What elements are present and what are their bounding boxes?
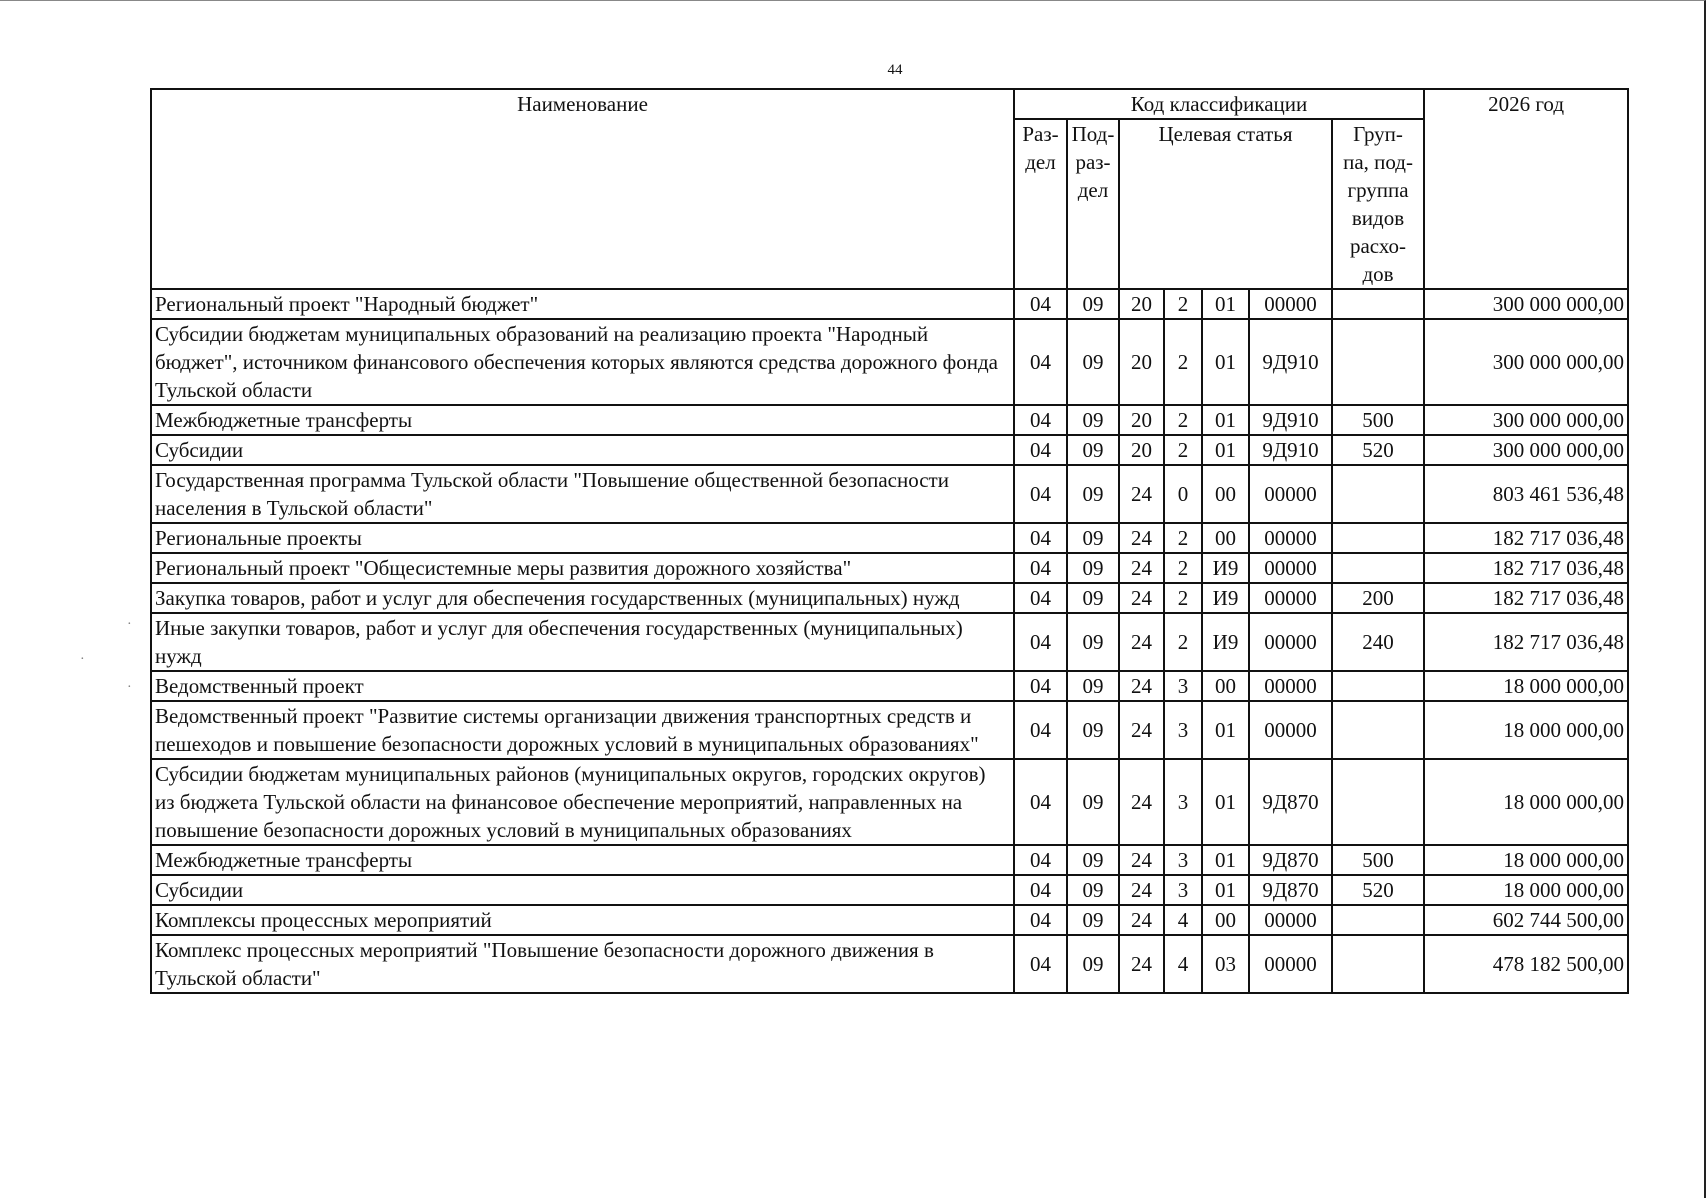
cell-name: Региональный проект "Общесистемные меры развития дорожного хозяйства" — [151, 553, 1014, 583]
cell-pr: 09 — [1067, 759, 1119, 845]
cell-vr — [1332, 289, 1424, 319]
cell-cs3: 01 — [1202, 759, 1249, 845]
cell-name: Закупка товаров, работ и услуг для обеспечения государственных (муниципальных) нужд — [151, 583, 1014, 613]
cell-r: 04 — [1014, 465, 1067, 523]
cell-name: Иные закупки товаров, работ и услуг для обеспечения государственных (муниципальных) нужд — [151, 613, 1014, 671]
cell-name: Ведомственный проект "Развитие системы организации движения транспортных средств и пешеходов и повышение безопасности дорожных условий в муниципальных образованиях" — [151, 701, 1014, 759]
cell-cs2: 3 — [1164, 759, 1202, 845]
cell-cs3: 01 — [1202, 845, 1249, 875]
cell-cs4: 00000 — [1249, 289, 1332, 319]
cell-cs3: 01 — [1202, 435, 1249, 465]
cell-name: Субсидии — [151, 875, 1014, 905]
cell-cs3: 00 — [1202, 465, 1249, 523]
cell-cs1: 24 — [1119, 613, 1164, 671]
cell-r: 04 — [1014, 845, 1067, 875]
cell-cs4: 9Д870 — [1249, 759, 1332, 845]
cell-name: Субсидии бюджетам муниципальных районов (муниципальных округов, городских округов) из бюджета Тульской области на финансовое обеспечение мероприятий, направленных на повышение безопасности дорожных условий в муниципальных образованиях — [151, 759, 1014, 845]
cell-vr — [1332, 935, 1424, 993]
cell-cs1: 24 — [1119, 759, 1164, 845]
cell-r: 04 — [1014, 701, 1067, 759]
cell-cs4: 00000 — [1249, 671, 1332, 701]
cell-pr: 09 — [1067, 845, 1119, 875]
cell-vr: 240 — [1332, 613, 1424, 671]
cell-cs4: 00000 — [1249, 523, 1332, 553]
cell-cs2: 3 — [1164, 701, 1202, 759]
cell-cs2: 3 — [1164, 671, 1202, 701]
cell-pr: 09 — [1067, 613, 1119, 671]
header-expense-group: Груп- па, под- группа видов расхо- дов — [1332, 119, 1424, 289]
cell-cs1: 24 — [1119, 875, 1164, 905]
cell-cs1: 24 — [1119, 905, 1164, 935]
budget-table — [150, 88, 1629, 994]
cell-amount: 18 000 000,00 — [1424, 671, 1628, 701]
page-number: 44 — [887, 62, 903, 78]
cell-cs3: И9 — [1202, 583, 1249, 613]
header-target-article: Целевая статья — [1119, 119, 1332, 289]
cell-cs4: 00000 — [1249, 613, 1332, 671]
cell-cs3: 01 — [1202, 319, 1249, 405]
table-row — [151, 435, 1628, 465]
cell-cs1: 24 — [1119, 523, 1164, 553]
cell-amount: 18 000 000,00 — [1424, 701, 1628, 759]
cell-cs3: 00 — [1202, 671, 1249, 701]
cell-amount: 300 000 000,00 — [1424, 289, 1628, 319]
cell-r: 04 — [1014, 613, 1067, 671]
table-row — [151, 905, 1628, 935]
cell-pr: 09 — [1067, 905, 1119, 935]
cell-vr: 200 — [1332, 583, 1424, 613]
cell-amount: 300 000 000,00 — [1424, 435, 1628, 465]
cell-cs4: 00000 — [1249, 553, 1332, 583]
cell-cs3: 01 — [1202, 875, 1249, 905]
table-row — [151, 553, 1628, 583]
cell-cs2: 3 — [1164, 875, 1202, 905]
margin-mark: · — [127, 680, 132, 695]
cell-cs4: 00000 — [1249, 701, 1332, 759]
table-row — [151, 583, 1628, 613]
table-row — [151, 613, 1628, 671]
cell-amount: 18 000 000,00 — [1424, 759, 1628, 845]
cell-cs1: 20 — [1119, 405, 1164, 435]
cell-vr — [1332, 465, 1424, 523]
cell-amount: 182 717 036,48 — [1424, 553, 1628, 583]
cell-vr — [1332, 553, 1424, 583]
cell-vr — [1332, 905, 1424, 935]
cell-pr: 09 — [1067, 935, 1119, 993]
cell-cs1: 24 — [1119, 935, 1164, 993]
cell-r: 04 — [1014, 405, 1067, 435]
cell-pr: 09 — [1067, 583, 1119, 613]
cell-name: Субсидии бюджетам муниципальных образований на реализацию проекта "Народный бюджет", источником финансового обеспечения которых являются средства дорожного фонда Тульской области — [151, 319, 1014, 405]
cell-vr — [1332, 759, 1424, 845]
cell-amount: 182 717 036,48 — [1424, 523, 1628, 553]
cell-amount: 300 000 000,00 — [1424, 405, 1628, 435]
cell-r: 04 — [1014, 759, 1067, 845]
cell-amount: 182 717 036,48 — [1424, 583, 1628, 613]
cell-cs4: 00000 — [1249, 935, 1332, 993]
header-section: Раз- дел — [1014, 119, 1067, 289]
cell-vr: 500 — [1332, 845, 1424, 875]
cell-r: 04 — [1014, 875, 1067, 905]
margin-mark: · — [80, 652, 85, 667]
cell-cs1: 20 — [1119, 289, 1164, 319]
cell-amount: 18 000 000,00 — [1424, 875, 1628, 905]
cell-r: 04 — [1014, 583, 1067, 613]
cell-cs2: 3 — [1164, 845, 1202, 875]
cell-cs3: 00 — [1202, 523, 1249, 553]
header-name: Наименование — [151, 89, 1014, 289]
cell-r: 04 — [1014, 523, 1067, 553]
cell-vr: 520 — [1332, 875, 1424, 905]
cell-vr: 500 — [1332, 405, 1424, 435]
cell-pr: 09 — [1067, 435, 1119, 465]
cell-cs1: 24 — [1119, 553, 1164, 583]
table-row — [151, 465, 1628, 523]
table-row — [151, 523, 1628, 553]
cell-pr: 09 — [1067, 465, 1119, 523]
cell-cs4: 9Д910 — [1249, 435, 1332, 465]
table-row — [151, 759, 1628, 845]
cell-amount: 300 000 000,00 — [1424, 319, 1628, 405]
cell-cs4: 9Д870 — [1249, 875, 1332, 905]
cell-cs1: 20 — [1119, 435, 1164, 465]
cell-vr — [1332, 701, 1424, 759]
cell-vr — [1332, 523, 1424, 553]
cell-name: Субсидии — [151, 435, 1014, 465]
cell-amount: 602 744 500,00 — [1424, 905, 1628, 935]
cell-amount: 182 717 036,48 — [1424, 613, 1628, 671]
cell-cs2: 2 — [1164, 435, 1202, 465]
table-row — [151, 701, 1628, 759]
cell-cs4: 00000 — [1249, 465, 1332, 523]
cell-cs3: 01 — [1202, 289, 1249, 319]
cell-cs3: 01 — [1202, 405, 1249, 435]
cell-name: Ведомственный проект — [151, 671, 1014, 701]
cell-r: 04 — [1014, 435, 1067, 465]
cell-cs1: 24 — [1119, 671, 1164, 701]
cell-cs4: 9Д910 — [1249, 319, 1332, 405]
cell-r: 04 — [1014, 319, 1067, 405]
cell-cs2: 4 — [1164, 905, 1202, 935]
cell-r: 04 — [1014, 553, 1067, 583]
cell-cs1: 24 — [1119, 465, 1164, 523]
cell-cs1: 24 — [1119, 845, 1164, 875]
cell-name: Межбюджетные трансферты — [151, 845, 1014, 875]
cell-amount: 803 461 536,48 — [1424, 465, 1628, 523]
cell-cs4: 00000 — [1249, 905, 1332, 935]
table-row — [151, 289, 1628, 319]
cell-cs3: И9 — [1202, 613, 1249, 671]
cell-pr: 09 — [1067, 671, 1119, 701]
cell-cs2: 2 — [1164, 553, 1202, 583]
cell-amount: 478 182 500,00 — [1424, 935, 1628, 993]
cell-cs3: 00 — [1202, 905, 1249, 935]
cell-r: 04 — [1014, 935, 1067, 993]
header-subsection: Под- раз- дел — [1067, 119, 1119, 289]
table-row — [151, 845, 1628, 875]
cell-cs1: 24 — [1119, 583, 1164, 613]
cell-amount: 18 000 000,00 — [1424, 845, 1628, 875]
cell-cs3: 01 — [1202, 701, 1249, 759]
cell-name: Межбюджетные трансферты — [151, 405, 1014, 435]
cell-pr: 09 — [1067, 523, 1119, 553]
cell-vr — [1332, 671, 1424, 701]
table-body — [151, 289, 1628, 993]
cell-r: 04 — [1014, 905, 1067, 935]
cell-cs2: 2 — [1164, 523, 1202, 553]
header-year: 2026 год — [1424, 89, 1628, 289]
cell-cs2: 2 — [1164, 319, 1202, 405]
cell-pr: 09 — [1067, 553, 1119, 583]
table-row — [151, 875, 1628, 905]
cell-cs4: 00000 — [1249, 583, 1332, 613]
cell-cs1: 24 — [1119, 701, 1164, 759]
cell-cs4: 9Д870 — [1249, 845, 1332, 875]
cell-name: Региональные проекты — [151, 523, 1014, 553]
cell-vr — [1332, 319, 1424, 405]
cell-cs3: И9 — [1202, 553, 1249, 583]
cell-cs2: 0 — [1164, 465, 1202, 523]
table-row — [151, 935, 1628, 993]
cell-cs1: 20 — [1119, 319, 1164, 405]
cell-r: 04 — [1014, 671, 1067, 701]
cell-name: Государственная программа Тульской области "Повышение общественной безопасности населения в Тульской области" — [151, 465, 1014, 523]
cell-r: 04 — [1014, 289, 1067, 319]
cell-cs3: 03 — [1202, 935, 1249, 993]
table-row — [151, 671, 1628, 701]
cell-pr: 09 — [1067, 875, 1119, 905]
cell-pr: 09 — [1067, 405, 1119, 435]
cell-vr: 520 — [1332, 435, 1424, 465]
cell-cs2: 2 — [1164, 405, 1202, 435]
margin-mark: · — [127, 617, 132, 632]
table-row — [151, 319, 1628, 405]
cell-pr: 09 — [1067, 289, 1119, 319]
cell-cs4: 9Д910 — [1249, 405, 1332, 435]
cell-pr: 09 — [1067, 319, 1119, 405]
header-classification-code: Код классификации — [1014, 89, 1424, 119]
table-header — [151, 89, 1628, 289]
cell-cs2: 2 — [1164, 613, 1202, 671]
cell-name: Региональный проект "Народный бюджет" — [151, 289, 1014, 319]
cell-name: Комплексы процессных мероприятий — [151, 905, 1014, 935]
table-row — [151, 405, 1628, 435]
cell-cs2: 2 — [1164, 583, 1202, 613]
cell-pr: 09 — [1067, 701, 1119, 759]
cell-cs2: 4 — [1164, 935, 1202, 993]
cell-cs2: 2 — [1164, 289, 1202, 319]
cell-name: Комплекс процессных мероприятий "Повышение безопасности дорожного движения в Тульской области" — [151, 935, 1014, 993]
